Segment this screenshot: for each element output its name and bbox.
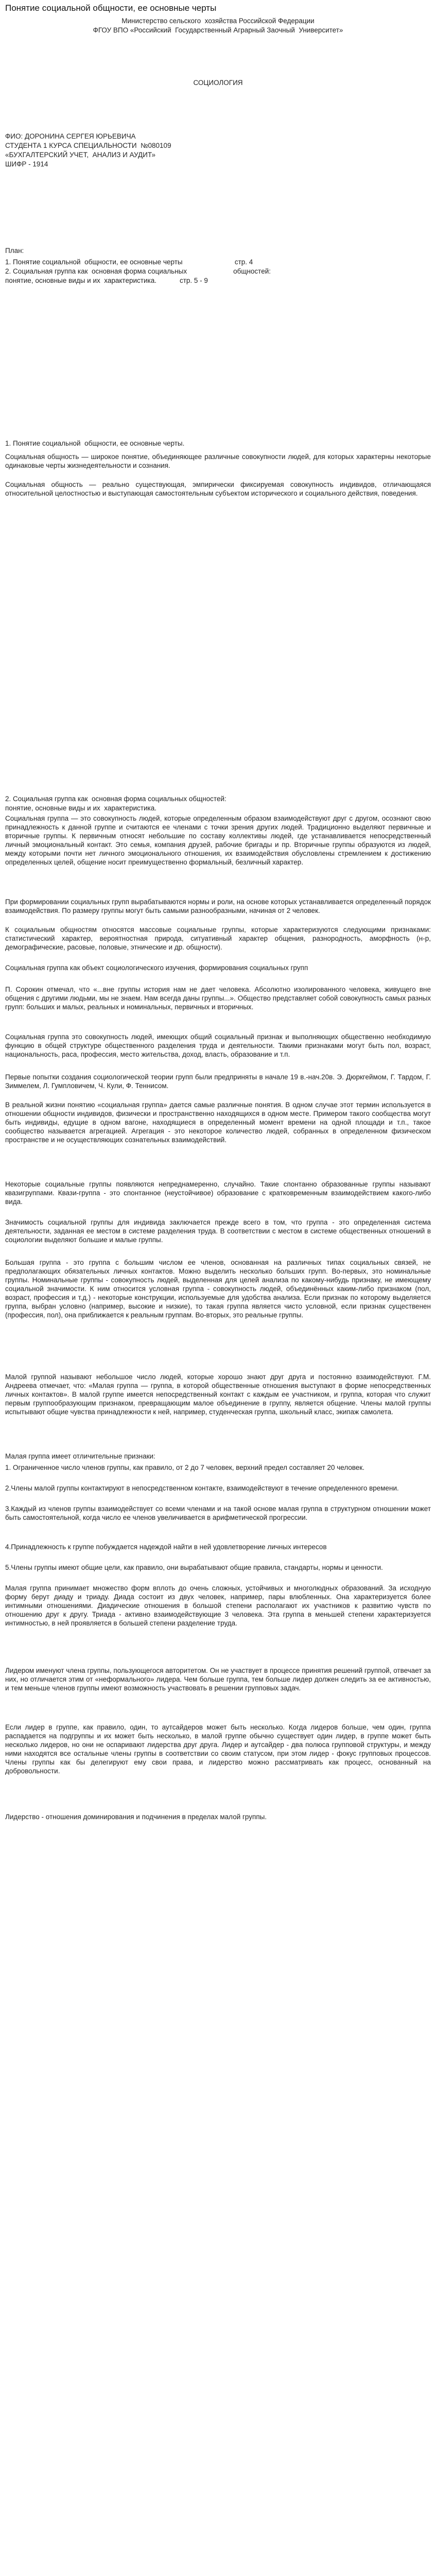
section-1-paragraph: Социальная общность — реально существующая, эмпирически фиксируемая совокупность индивидов, отличающаяся относительной целостностью и выступающая самостоятельным субъектом исторического и социального действия, поведения. <box>5 481 431 497</box>
university-line: ФГОУ ВПО «Российский Государственный Аграрный Заочный Университет» <box>93 26 343 34</box>
section-2-heading-cont: понятие, основные виды и их характеристика. <box>5 804 156 812</box>
section-2-paragraph: Первые попытки создания социологической теории групп были предприняты в начале 19 в.-нач.20в. Э. Дюркгеймом, Г. Тардом, Г. Зиммелем, Л. Гумпловичем, Ч. Кули, Ф. Теннисом. <box>5 1073 431 1090</box>
document-title: Понятие социальной общности, ее основные черты <box>5 3 217 13</box>
section-2-paragraph: 2.Члены малой группы контактируют в непосредственном контакте, взаимодействуют в течение определенного времени. <box>5 1484 399 1492</box>
section-1-paragraph: Социальная общность — широкое понятие, объединяющее различные совокупности людей, для которых характерны некоторые одинаковые черты жизнедеятельности и сознания. <box>5 453 431 469</box>
student-cipher: ШИФР - 1914 <box>5 160 48 168</box>
student-course: СТУДЕНТА 1 КУРСА СПЕЦИАЛЬНОСТИ №080109 <box>5 142 171 149</box>
ministry-line: Министерство сельского хозяйства Российской Федерации <box>121 17 315 25</box>
section-2-paragraph: Если лидер в группе, как правило, один, то аутсайдеров может быть несколько. Когда лидеров больше, чем один, группа распадается на подгруппы и их может быть несколько, в малой группе обычно существует один лидер, в группе может быть несколько лидеров, но они не оспаривают лидерства друг друга. Лидер и аутсайдер - два полюса групповой структуры, и между ними находятся все остальные члены группы в соответствии со своим статусом, при этом лидер - фокус групповых процессов. Члены группы как бы делегируют ему свои права, и лидерство можно рассматривать как процесс, основанный на добровольности. <box>5 1723 431 1775</box>
plan-item-2: 2. Социальная группа как основная форма социальных общностей: <box>5 267 271 275</box>
section-2-paragraph: К социальным общностям относятся массовые социальные группы, которые характеризуются следующими признаками: статистический характер, вероятностная природа, ситуативный характер общения, разнородность, аморфность (н-р, демографические, расовые, половые, этнические и др. общности). <box>5 926 431 951</box>
section-2-paragraph: Социальная группа как объект социологического изучения, формирования социальных групп <box>5 964 308 972</box>
section-2-heading: 2. Социальная группа как основная форма социальных общностей: <box>5 795 226 803</box>
section-2-paragraph: Социальная группа — это совокупность людей, которые определенным образом взаимодействуют друг с другом, осознают свою принадлежность к данной группе и считаются ее членами с точки зрения других людей. Традиционно выделяют первичные и вторичные группы. К первичным относят небольшие по составу коллективы людей, где устанавливается непосредственный личный эмоциональный контакт. Это семья, компания друзей, рабочие бригады и пр. Вторичные группы образуются из людей, между которыми почти нет личного эмоционального отношения, их взаимодействия обусловлены стремлением к достижению определенных целей, общение носит преимущественно формальный, безличный характер. <box>5 815 431 866</box>
section-2-paragraph: Лидером именуют члена группы, пользующегося авторитетом. Он не участвует в процессе принятия решений группой, отвечает за них, но отличается этим от «неформального» лидера. Чем больше группа, тем больше лидер должен следить за ее активностью, и тем меньше членов группы имеют возможность участвовать в решении групповых задач. <box>5 1667 431 1692</box>
section-2-paragraph: 5.Члены группы имеют общие цели, как правило, они вырабатывают общие правила, стандарты, нормы и ценности. <box>5 1564 383 1571</box>
student-fio: ФИО: ДОРОНИНА СЕРГЕЯ ЮРЬЕВИЧА <box>5 132 136 140</box>
section-2-paragraph: 1. Ограниченное число членов группы, как правило, от 2 до 7 человек, верхний предел составляет 20 человек. <box>5 1464 365 1471</box>
section-2-paragraph: Малой группой называют небольшое число людей, которые хорошо знают друг друга и постоянно взаимодействуют. Г.М. Андреева отмечает, что: «Малая группа — группа, в которой общественные отношения выступают в форме непосредственных личных контактов». В малой группе имеется непосредственный контакт с каждым ее участником, и группа, которая что служит первым группообразующим признаком, превращающим малое объединение в группу, является общение. Члены малой группы испытывают общие чувства принадлежности к ней, например, студенческая группа, школьный класс, экипаж самолета. <box>5 1373 431 1416</box>
section-2-paragraph: Большая группа - это группа с большим числом ее членов, основанная на различных типах социальных связей, не предполагающих обязательных личных контактов. Можно выделить несколько больших групп. Во-первых, это номинальные группы. Номинальные группы - совокупность людей, выделенная для целей анализа по какому-нибудь признаку, не имеющему социальной значимости. К ним относится условная группа - совокупность людей, объединённых каким-либо признаком (пол, возраст, профессия и т.д.) - некоторые конструкции, используемые для удобства анализа. Если признак по которому выделяется группа, выбран условно (например, высокие и низкие), то такая группа является чисто условной, если признак существенен (профессия, пол), она приближается к реальным группам. Во-вторых, это реальные группы. <box>5 1259 431 1319</box>
section-2-paragraph: Малая группа имеет отличительные признаки: <box>5 1452 155 1460</box>
plan-item-1: 1. Понятие социальной общности, ее основные черты стр. 4 <box>5 258 253 266</box>
section-2-paragraph: При формировании социальных групп вырабатываются нормы и роли, на основе которых устанавливается определенный порядок взаимодействия. По размеру группы могут быть самыми разнообразными, начиная от 2 человек. <box>5 898 431 914</box>
section-2-paragraph: 3.Каждый из членов группы взаимодействует со всеми членами и на такой основе малая группа в структурном отношении может быть самостоятельной, когда число ее членов увеличивается в арифметической прогрессии. <box>5 1505 431 1521</box>
section-2-paragraph: П. Сорокин отмечал, что «...вне группы история нам не дает человека. Абсолютно изолированного человека, живущего вне общения с другими людьми, мы не знаем. Нам всегда даны группы...». Общество представляет собой совокупность самых разных групп: больших и малых, реальных и номинальных, первичных и вторичных. <box>5 986 431 1011</box>
section-2-paragraph: Лидерство - отношения доминирования и подчинения в пределах малой группы. <box>5 1813 267 1821</box>
plan-item-2-cont: понятие, основные виды и их характеристика. стр. 5 - 9 <box>5 277 208 284</box>
section-2-paragraph: В реальной жизни понятию «социальная группа» дается самые различные понятия. В одном случае этот термин используется в отношении общности индивидов, физически и пространственно находящихся в одном месте. Примером такого сообщества могут быть индивиды, едущие в одном вагоне, находящиеся в определенный момент времени на одной площади и т.п., такое сообщество называется агрегацией. Агрегация - это некоторое количество людей, собранных в определенном физическом пространстве и не осуществляющих сознательных взаимодействий. <box>5 1101 431 1144</box>
plan-heading: План: <box>5 247 24 255</box>
section-2-paragraph: Значимость социальной группы для индивида заключается прежде всего в том, что группа - это определенная система деятельности, заданная ее местом в системе разделения труда. В соответствии с местом в системе общественных отношений в социологии выделяют большие и малые группы. <box>5 1218 431 1244</box>
section-2-paragraph: Малая группа принимает множество форм вплоть до очень сложных, устойчивых и многолюдных образований. За исходную форму берут диаду и триаду. Диада состоит из двух человек, например, пары влюбленных. Она характеризуется более интимными отношениями. Диадические отношения в большой степени располагают их участников к развитию чувств по отношению друг к другу. Триада - активно взаимодействующие 3 человека. Эта группа в меньшей степени характеризуется интимностью, в ней проявляется в большей степени разделение труда. <box>5 1584 431 1627</box>
section-1-heading: 1. Понятие социальной общности, ее основные черты. <box>5 439 185 447</box>
section-2-paragraph: 4.Принадлежность к группе побуждается надеждой найти в ней удовлетворение личных интересов <box>5 1543 327 1551</box>
student-specialty: «БУХГАЛТЕРСКИЙ УЧЕТ, АНАЛИЗ И АУДИТ» <box>5 151 156 159</box>
section-2-paragraph: Социальная группа это совокупность людей, имеющих общий социальный признак и выполняющих общественно необходимую функцию в общей структуре общественного разделения труда и деятельности. Такими признаками могут быть пол, возраст, национальность, раса, профессия, место жительства, доход, власть, образование и т.п. <box>5 1033 431 1058</box>
subject-title: СОЦИОЛОГИЯ <box>193 79 243 87</box>
section-2-paragraph: Некоторые социальные группы появляются непреднамеренно, случайно. Такие спонтанно образованные группы называют квазигруппами. Квази-группа - это спонтанное (неустойчивое) образование с кратковременным взаимодействием какого-либо вида. <box>5 1180 431 1206</box>
